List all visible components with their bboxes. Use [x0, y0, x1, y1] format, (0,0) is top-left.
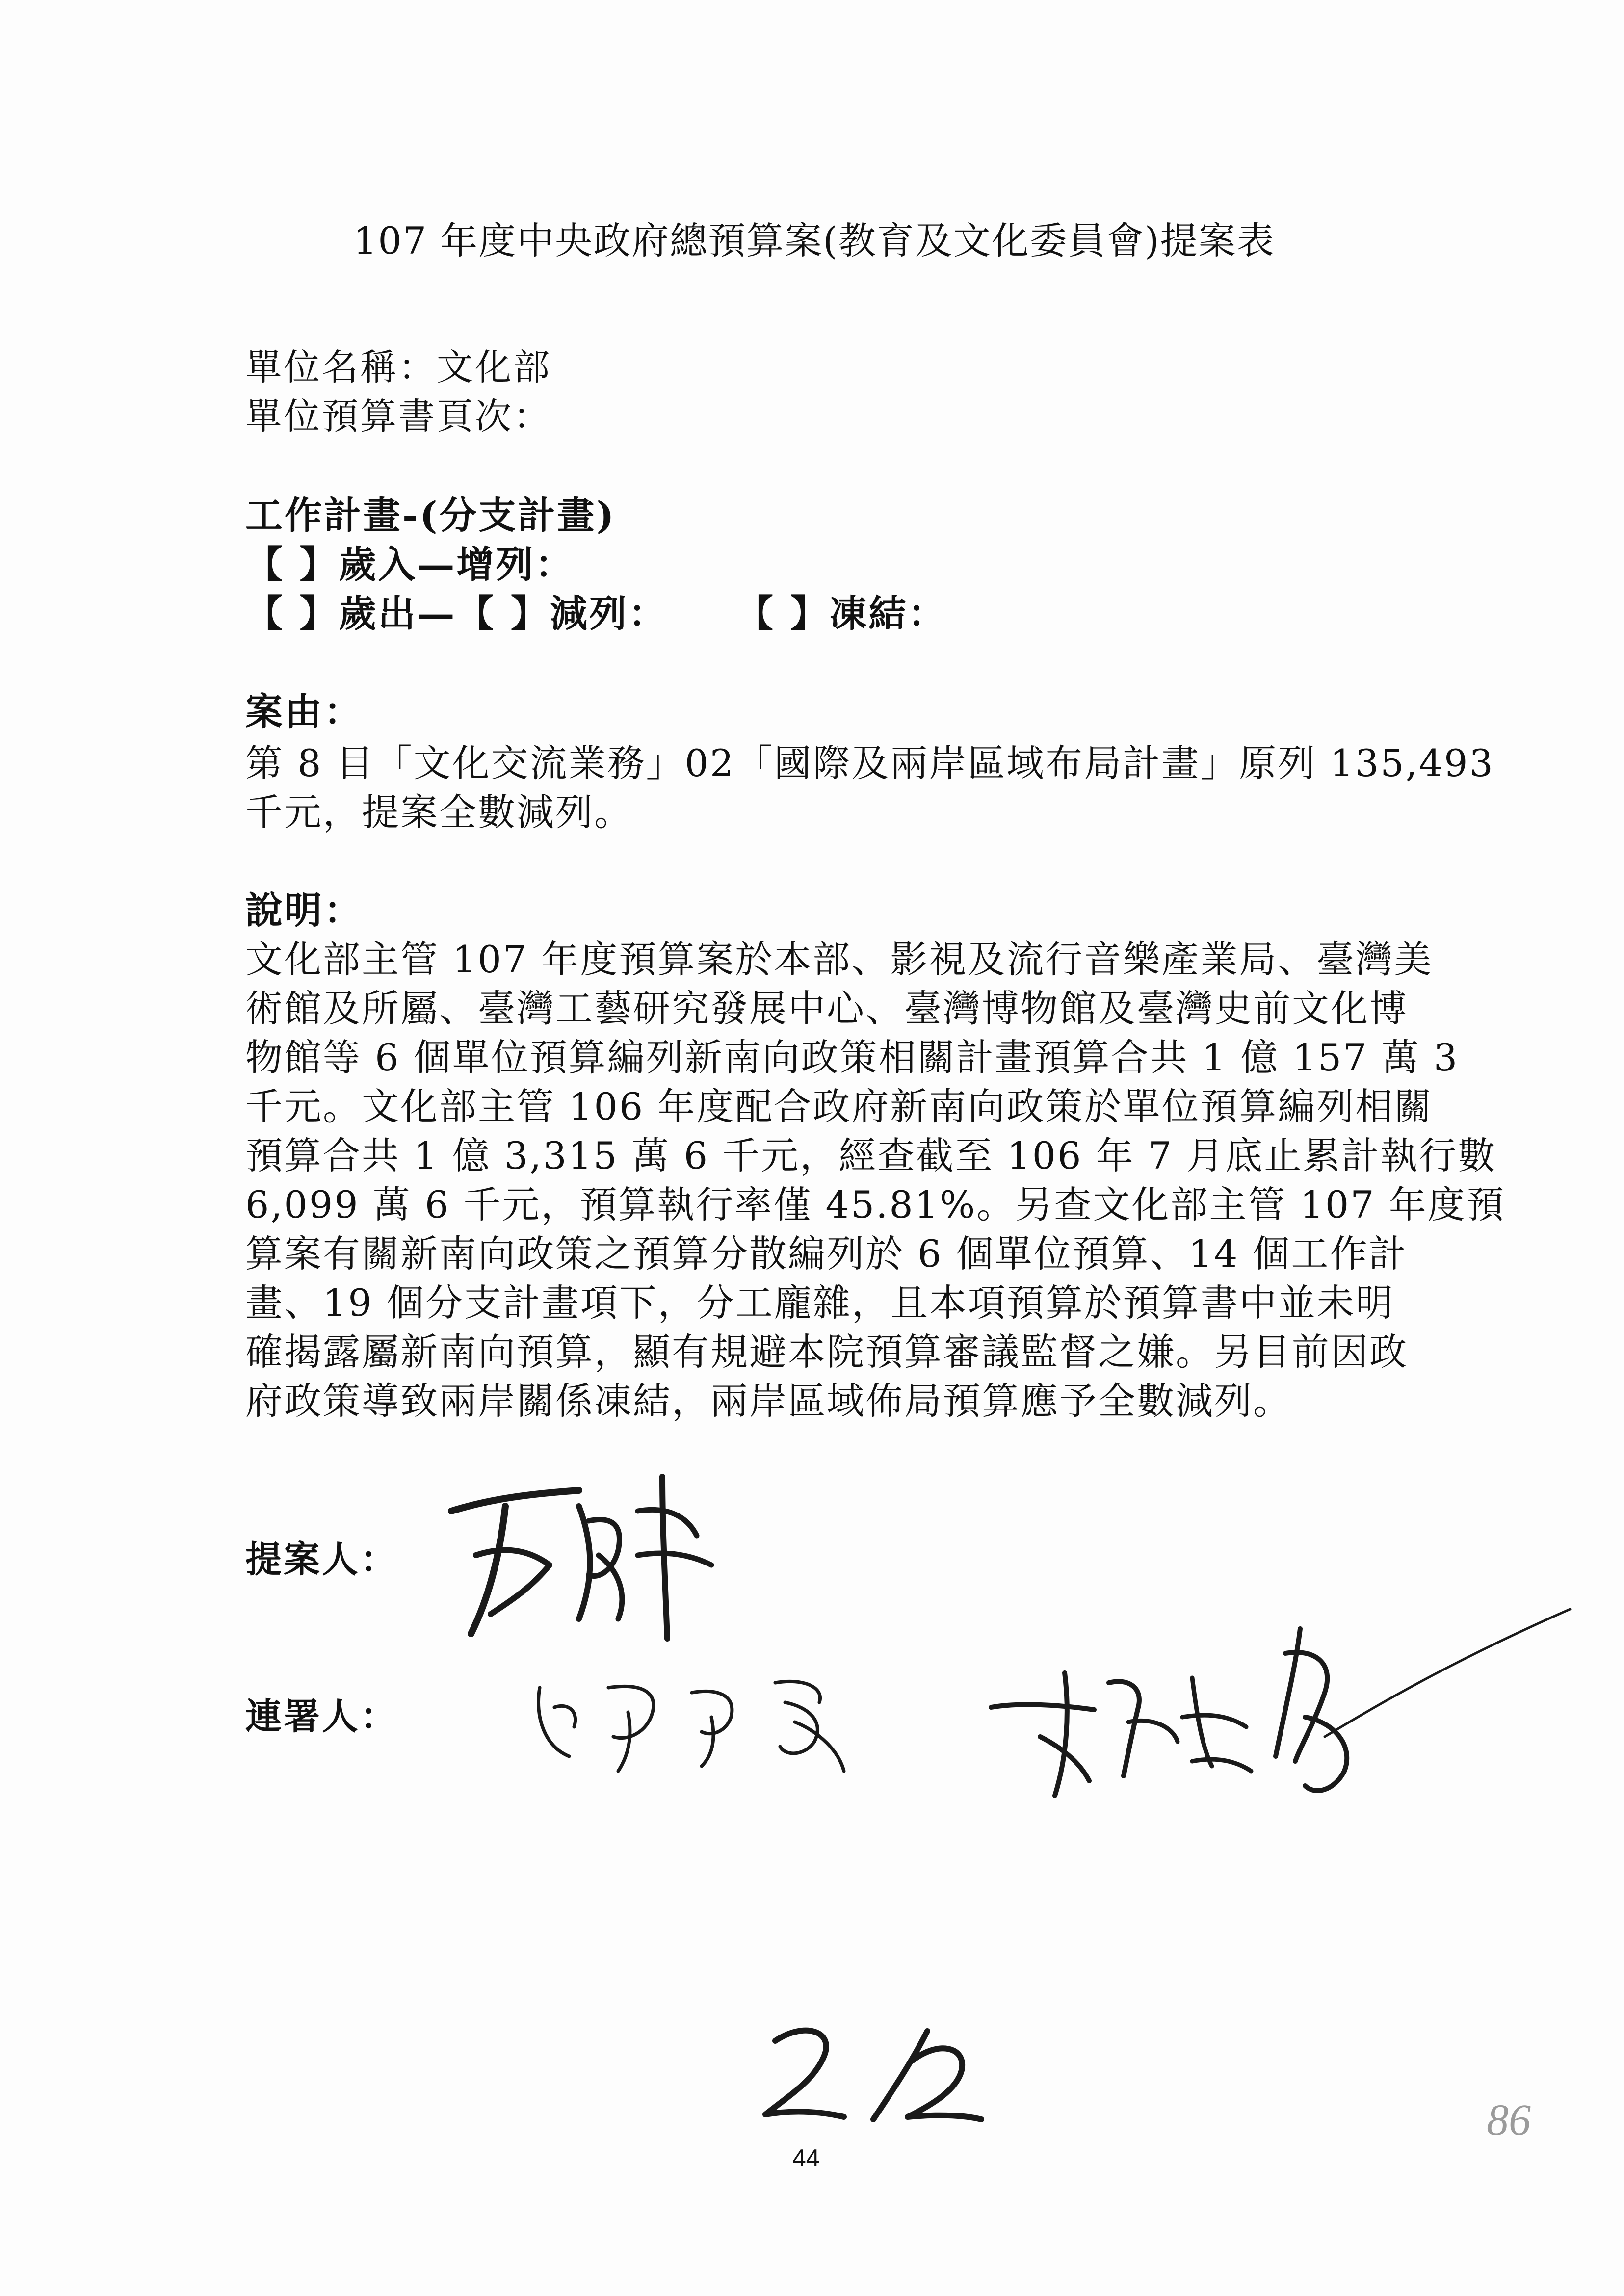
cosigner-label: 連署人：: [245, 1696, 398, 1738]
handwritten-page-count-image: [746, 2021, 1001, 2134]
explanation-heading: 說明：: [245, 888, 363, 932]
explanation-line: 確揭露屬新南向預算，顯有規避本院預算審議監督之嫌。另目前因政: [245, 1330, 1408, 1374]
proposer-label: 提案人：: [245, 1539, 398, 1581]
cosigner-signature-1-image: [530, 1658, 873, 1776]
proposer-signature-image: [432, 1452, 736, 1648]
stamp-number: 86: [1487, 2096, 1531, 2144]
revenue-line: 【 】歲入—增列：: [245, 543, 575, 586]
explanation-line: 物館等 6 個單位預算編列新南向政策相關計畫預算合共 1 億 157 萬 3: [245, 1036, 1459, 1079]
cosigner-signature-2-image: [981, 1599, 1580, 1835]
explanation-line: 6,099 萬 6 千元，預算執行率僅 45.81%。另查文化部主管 107 年度預: [245, 1183, 1505, 1226]
reason-heading: 案由：: [245, 690, 363, 733]
explanation-line: 預算合共 1 億 3,315 萬 6 千元，經查截至 106 年 7 月底止累計執行數: [245, 1134, 1497, 1177]
explanation-line: 畫、19 個分支計畫項下，分工龐雜，且本項預算於預算書中並未明: [245, 1281, 1394, 1325]
freeze-line: 【 】凍結：: [736, 592, 947, 635]
explanation-line: 算案有關新南向政策之預算分散編列於 6 個單位預算、14 個工作計: [245, 1232, 1408, 1276]
page-number: 44: [792, 2144, 820, 2172]
budget-page: 單位預算書頁次：: [245, 395, 551, 438]
work-plan: 工作計畫-(分支計畫): [245, 494, 616, 537]
document-title: 107 年度中央政府總預算案(教育及文化委員會)提案表: [353, 219, 1275, 262]
unit-name: 單位名稱：文化部: [245, 346, 551, 389]
explanation-line: 文化部主管 107 年度預算案於本部、影視及流行音樂產業局、臺灣美: [245, 938, 1433, 981]
reason-line: 第 8 目「文化交流業務」02「國際及兩岸區域布局計畫」原列 135,493: [245, 741, 1494, 785]
explanation-line: 千元。文化部主管 106 年度配合政府新南向政策於單位預算編列相關: [245, 1085, 1433, 1128]
expense-line: 【 】歲出—【 】減列：: [245, 592, 668, 635]
reason-line: 千元，提案全數減列。: [245, 790, 633, 834]
explanation-line: 術館及所屬、臺灣工藝研究發展中心、臺灣博物館及臺灣史前文化博: [245, 987, 1408, 1030]
explanation-line: 府政策導致兩岸關係凍結，兩岸區域佈局預算應予全數減列。: [245, 1379, 1292, 1423]
